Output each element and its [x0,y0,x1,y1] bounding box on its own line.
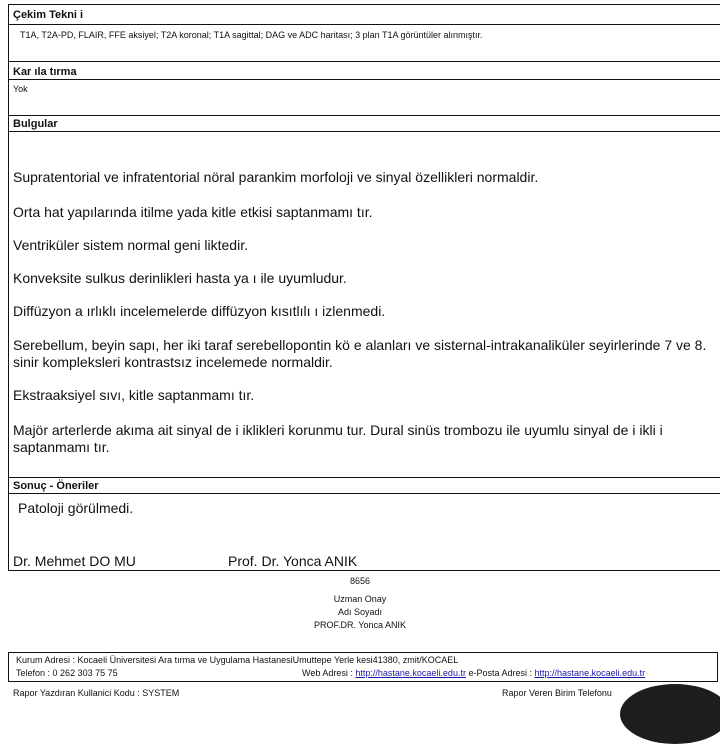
technique-title: Çekim Tekni i [13,9,84,21]
printer-value: SYSTEM [142,688,180,698]
web-link[interactable]: http://hastane.kocaeli.edu.tr [355,668,466,678]
technique-text: T1A, T2A-PD, FLAIR, FFE aksiyel; T2A koronal; T1A sagittal; DAG ve ADC haritası; 3 plan T1A görüntüler alınmıştır. [20,30,483,40]
conclusion-text: Patoloji görülmedi. [18,500,134,516]
divider [8,115,720,116]
finding-paragraph: Ventriküler sistem normal geni liktedir. [13,237,248,253]
phone-value: 0 262 303 75 75 [52,668,118,678]
finding-paragraph: Diffüzyon a ırlıklı incelemelerde diffüzyon kısıtlılı ı izlenmedi. [13,303,386,319]
phone-line [16,668,118,678]
comparison-text: Yok [13,84,28,94]
finding-paragraph: Supratentorial ve infratentorial nöral parankim morfoloji ve sinyal özellikleri normaldir. [13,169,539,185]
web-line [302,668,645,678]
divider [8,493,720,494]
finding-paragraph: Konveksite sulkus derinlikleri hasta ya ı ile uyumludur. [13,270,347,286]
finding-paragraph: Orta hat yapılarında itilme yada kitle etkisi saptanmamı tır. [13,204,373,220]
email-label: e-Posta Adresi : [468,668,533,678]
divider [8,477,720,478]
approval-role: Uzman Onay [333,594,387,604]
web-label: Web Adresi : [302,668,353,678]
finding-paragraph: Ekstraaksiyel sıvı, kitle saptanmamı tır. [13,387,255,403]
top-border [8,4,720,5]
unit-phone-label: Rapor Veren Birim Telefonu [502,688,612,698]
printer-line [13,688,179,698]
divider [8,24,720,25]
findings-title: Bulgular [13,118,58,130]
approval-code: 8656 [349,576,371,586]
comparison-title: Kar ıla tırma [13,66,77,78]
approval-name: PROF.DR. Yonca ANIK [313,620,407,630]
printer-label: Rapor Yazdıran Kullanici Kodu : [13,688,140,698]
address-value: Kocaeli Üniversitesi Ara tırma ve Uygulama HastanesiUmuttepe Yerle kesi41380, zmit/KOCAEL [77,655,459,665]
corner-shadow [620,684,720,744]
address-label: Kurum Adresi : [16,655,76,665]
divider [8,79,720,80]
finding-paragraph: Serebellum, beyin sapı, her iki taraf serebellopontin kö e alanları ve sisternal-intrakanaliküler seyirlerinde 7 ve 8. sinir kompleksleri kontrastsız incelemede normaldir. [13,337,707,370]
finding-paragraph: Majör arterlerde akıma ait sinyal de i iklikleri korunmu tur. Dural sinüs trombozu ile uyumlu sinyal de i ikli i saptanmamı tır. [13,422,663,455]
divider [8,131,720,132]
institution-address [16,655,458,665]
approval-label: Adı Soyadı [337,607,383,617]
left-border [8,4,9,570]
email-link[interactable]: http://hastane.kocaeli.edu.tr [534,668,646,678]
doctor-name: Prof. Dr. Yonca ANIK [228,553,358,569]
divider [8,570,720,571]
doctor-name: Dr. Mehmet DO MU [13,553,136,569]
phone-label: Telefon : [16,668,51,678]
conclusion-title: Sonuç - Öneriler [13,480,99,492]
divider [8,61,720,62]
